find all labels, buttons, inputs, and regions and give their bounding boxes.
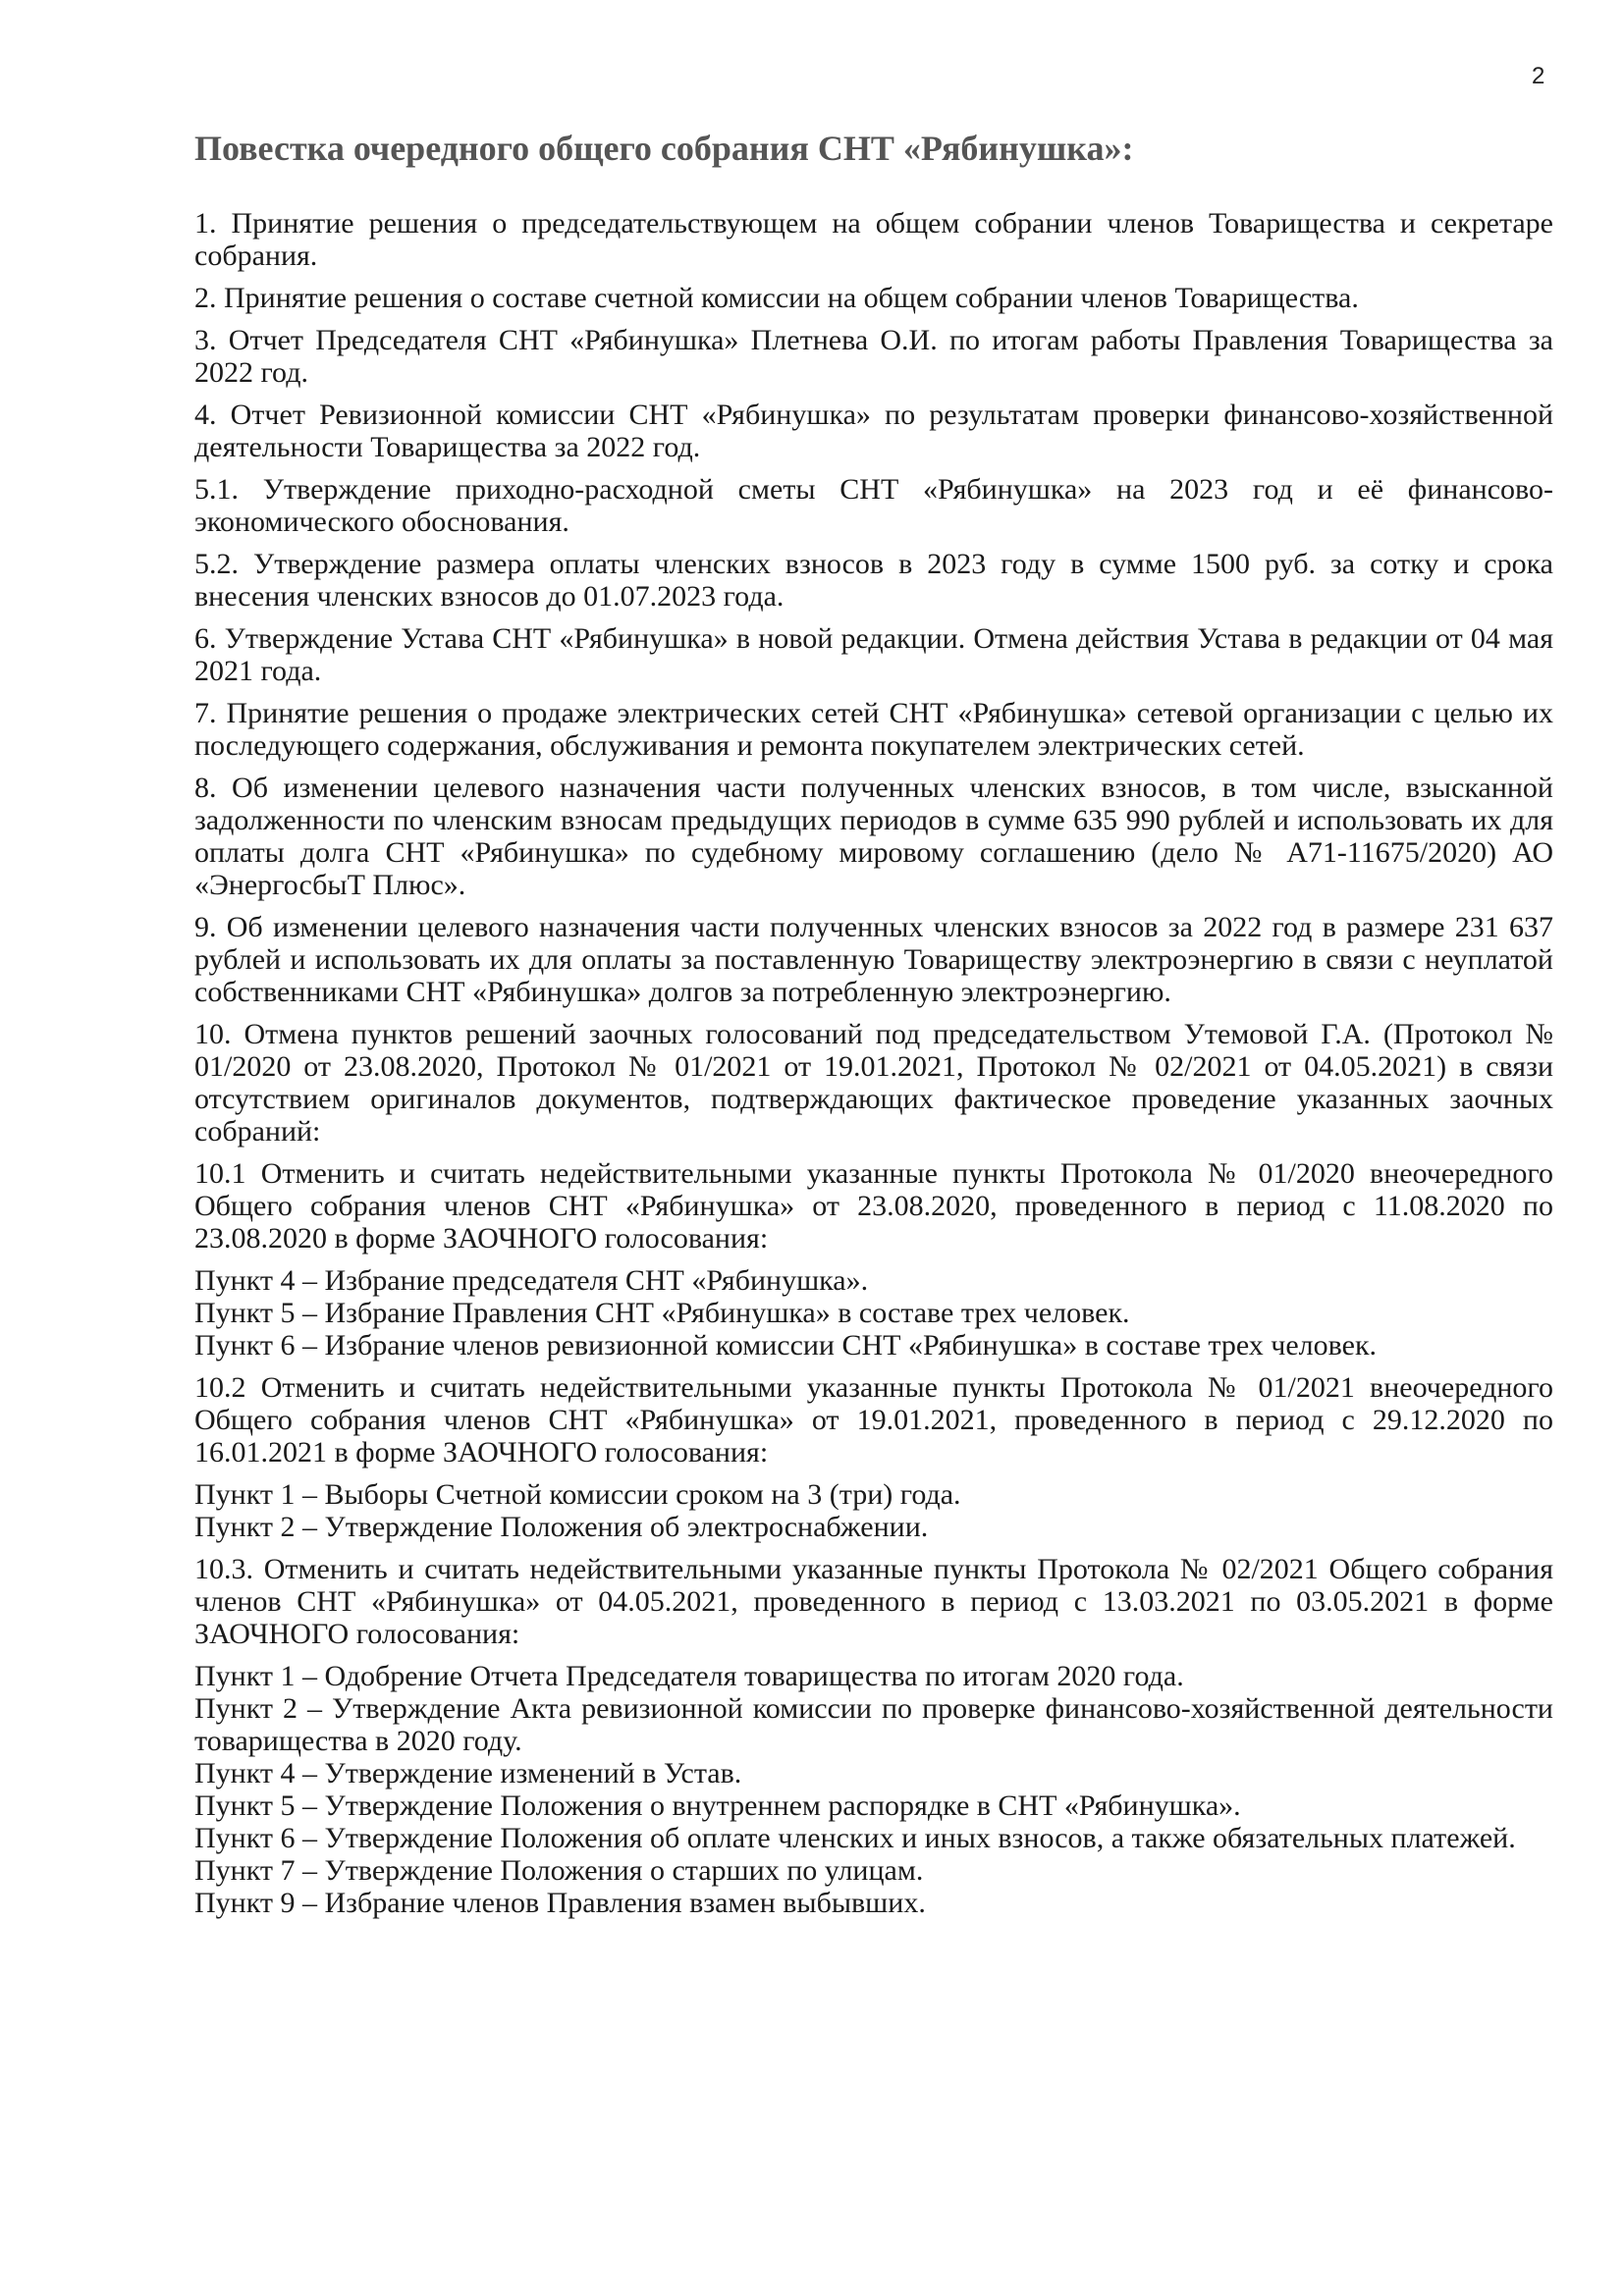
protocol-point: Пункт 9 – Избрание членов Правления взамен выбывших.: [194, 1887, 926, 1920]
agenda-item-10: 10. Отмена пунктов решений заочных голосований под председательством Утемовой Г.А. (Протокол № 01/2020 от 23.08.2020, Протокол № 01/2021 от 19.01.2021, Протокол № 02/2021 от 04.05.2021) в связи отсутствием оригиналов документов, подтверждающих фактическое проведение указанных заочных собраний:: [194, 1018, 1553, 1148]
agenda-item-5-2: 5.2. Утверждение размера оплаты членских взносов в 2023 году в сумме 1500 руб. за сотку и срока внесения членских взносов до 01.07.2023 года.: [194, 548, 1553, 614]
agenda-item-2: 2. Принятие решения о составе счетной комиссии на общем собрании членов Товарищества.: [194, 282, 1359, 315]
protocol-point: Пункт 1 – Одобрение Отчета Председателя товарищества по итогам 2020 года.: [194, 1660, 1184, 1693]
agenda-item-1: 1. Принятие решения о председательствующем на общем собрании членов Товарищества и секретаре собрания.: [194, 207, 1553, 273]
protocol-points-group-1: [194, 1264, 1553, 1362]
agenda-item-10-1: 10.1 Отменить и считать недействительными указанные пункты Протокола № 01/2020 внеочередного Общего собрания членов СНТ «Рябинушка» от 23.08.2020, проведенного в период с 11.08.2020 по 23.08.2020 в форме ЗАОЧНОГО голосования:: [194, 1157, 1553, 1255]
agenda-item-4: 4. Отчет Ревизионной комиссии СНТ «Рябинушка» по результатам проверки финансово-хозяйственной деятельности Товарищества за 2022 год.: [194, 399, 1553, 464]
page-number: 2: [1532, 63, 1545, 89]
protocol-point: Пункт 6 – Утверждение Положения об оплате членских и иных взносов, а также обязательных платежей.: [194, 1822, 1516, 1855]
protocol-point: Пункт 6 – Избрание членов ревизионной комиссии СНТ «Рябинушка» в составе трех человек.: [194, 1329, 1378, 1362]
protocol-point: Пункт 5 – Утверждение Положения о внутреннем распорядке в СНТ «Рябинушка».: [194, 1789, 1241, 1823]
protocol-point: Пункт 2 – Утверждение Положения об электроснабжении.: [194, 1511, 929, 1544]
protocol-point: Пункт 2 – Утверждение Акта ревизионной комиссии по проверке финансово-хозяйственной деятельности товарищества в 2020 году.: [194, 1692, 1553, 1758]
agenda-item-7: 7. Принятие решения о продаже электрических сетей СНТ «Рябинушка» сетевой организации с целью их последующего содержания, обслуживания и ремонта покупателем электрических сетей.: [194, 697, 1553, 763]
protocol-point: Пункт 7 – Утверждение Положения о старших по улицам.: [194, 1854, 924, 1888]
protocol-point: Пункт 5 – Избрание Правления СНТ «Рябинушка» в составе трех человек.: [194, 1297, 1130, 1330]
protocol-point: Пункт 4 – Избрание председателя СНТ «Рябинушка».: [194, 1264, 869, 1298]
agenda-item-8: 8. Об изменении целевого назначения части полученных членских взносов, в том числе, взысканной задолженности по членским взносам предыдущих периодов в сумме 635 990 рублей и использовать их для оплаты долга СНТ «Рябинушка» по судебному мировому соглашению (дело № А71-11675/2020) АО «ЭнергосбыТ Плюс».: [194, 772, 1553, 902]
protocol-points-group-2: [194, 1478, 1553, 1543]
agenda-content: [194, 128, 1553, 1929]
agenda-item-10-2: 10.2 Отменить и считать недействительными указанные пункты Протокола № 01/2021 внеочередного Общего собрания членов СНТ «Рябинушка» от 19.01.2021, проведенного в период с 29.12.2020 по 16.01.2021 в форме ЗАОЧНОГО голосования:: [194, 1371, 1553, 1469]
agenda-item-3: 3. Отчет Председателя СНТ «Рябинушка» Плетнева О.И. по итогам работы Правления Товарищества за 2022 год.: [194, 324, 1553, 390]
agenda-item-9: 9. Об изменении целевого назначения части полученных членских взносов за 2022 год в размере 231 637 рублей и использовать их для оплаты за поставленную Товариществу электроэнергию в связи с неуплатой собственниками СНТ «Рябинушка» долгов за потребленную электроэнергию.: [194, 911, 1553, 1009]
agenda-item-10-3: 10.3. Отменить и считать недействительными указанные пункты Протокола № 02/2021 Общего собрания членов СНТ «Рябинушка» от 04.05.2021, проведенного в период с 13.03.2021 по 03.05.2021 в форме ЗАОЧНОГО голосования:: [194, 1553, 1553, 1651]
protocol-point: Пункт 4 – Утверждение изменений в Устав.: [194, 1757, 742, 1790]
agenda-title: Повестка очередного общего собрания СНТ «Рябинушка»:: [194, 129, 1134, 168]
protocol-points-group-3: [194, 1660, 1553, 1919]
agenda-item-5-1: 5.1. Утверждение приходно-расходной сметы СНТ «Рябинушка» на 2023 год и её финансово-экономического обоснования.: [194, 473, 1553, 539]
agenda-item-6: 6. Утверждение Устава СНТ «Рябинушка» в новой редакции. Отмена действия Устава в редакции от 04 мая 2021 года.: [194, 622, 1553, 688]
protocol-point: Пункт 1 – Выборы Счетной комиссии сроком на 3 (три) года.: [194, 1478, 961, 1512]
